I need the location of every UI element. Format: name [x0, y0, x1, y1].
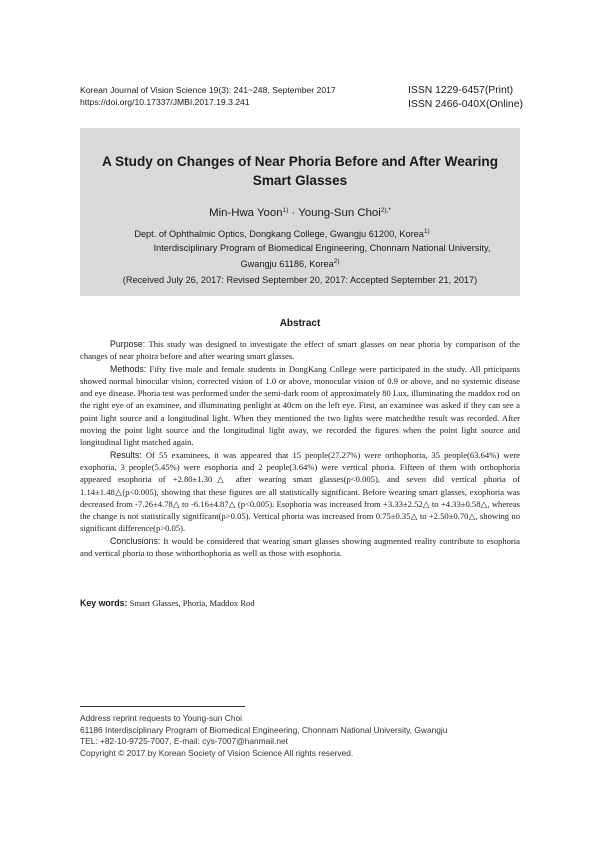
- paper-title: [80, 152, 520, 190]
- affiliation-2-city: Gwangju 61186, Korea$^{2)}$: [240, 258, 340, 270]
- doi-link[interactable]: https://doi.org/10.17337/JMBI.2017.19.3.241: [80, 97, 250, 107]
- footnote-line: 61186 Interdisciplinary Program of Biomedical Engineering, Chonnam National University, Gwangju: [80, 724, 448, 735]
- issn-block: [408, 84, 523, 112]
- affiliations: [80, 225, 520, 272]
- footnote-line: Address reprint requests to Young-sun Choi: [80, 713, 243, 723]
- paper-title-line-2: Smart Glasses: [252, 173, 348, 188]
- abstract-body: [80, 338, 520, 559]
- received-dates: (Received July 26, 2017: Revised September 20, 2017: Accepted September 21, 2017): [122, 275, 478, 285]
- copyright-notice: Copyright © 2017 by Korean Society of Vision Science All rights reserved.: [80, 747, 354, 758]
- author-affiliation-marker: 1): [282, 207, 289, 214]
- author-name: Young-Sun Choi: [298, 207, 381, 219]
- affiliation-1: Dept. of Ophthalmic Optics, Dongkang College, Gwangju 61200, Korea$^{1)}$: [134, 228, 430, 239]
- issn-print: ISSN 1229-6457(Print): [408, 85, 514, 96]
- affiliation-2: Interdisciplinary Program of Biomedical Engineering, Chonnam National University,: [153, 242, 491, 253]
- methods-label: Methods:: [110, 363, 147, 374]
- paper-title-line-1: A Study on Changes of Near Phoria Before and After Wearing: [101, 154, 499, 169]
- purpose-label: Purpose:: [110, 339, 146, 349]
- abstract-heading: Abstract: [279, 318, 321, 329]
- results-label: Results:: [110, 449, 142, 460]
- journal-header: [80, 84, 336, 108]
- footnote-divider: [80, 706, 245, 707]
- conclusions-label: Conclusions:: [110, 535, 161, 546]
- author-affiliation-marker: 2),*: [380, 207, 391, 214]
- abstract-methods: Methods: Fifty five male and female students in DongKang College were participated in the study. All prticipants showed normal binocular vision, corrected vision of 1.0 or above, monocular vision of 0.9 or above, and no systemic disease and eye disease. Phoria test was performed under the semi-dark room of approximately 80 Lux, illuminating the maddox rod on the right eye of an examinee, and illuminating penlight at 40cm on the left eye. First, an examinee was asked if they can see a point light source and a longitudinal light. When they mentioned the two lights were matchedthe result was recorded. After moving the point light source and the longitudinal light away, we recorded the figures when the point light source and longitudinal light matched again.: [80, 363, 520, 448]
- title-box: [80, 128, 520, 296]
- abstract-purpose: Purpose: This study was designed to investigate the effect of smart glasses on near phoria by comparison of the changes of near phoira before and after wearing smart glasses.: [80, 339, 520, 362]
- abstract-conclusions: Conclusions: It would be considered that wearing smart glasses showing augmented reality contribute to esophoria and vertical phoria to those withorthophoria as well as those with esophoria.: [80, 535, 520, 559]
- author-name: Min-Hwa Yoon: [209, 207, 283, 219]
- issn-online: ISSN 2466-040X(Online): [408, 99, 523, 110]
- footnote-contact: TEL: +82-10-9725-7007, E-mail: cys-7007@hanmail.net: [80, 736, 288, 747]
- journal-citation: Korean Journal of Vision Science 19(3): 241~248, September 2017: [80, 85, 336, 95]
- keywords: [80, 598, 255, 608]
- author-separator: ·: [288, 207, 299, 219]
- keywords-label: Key words:: [80, 598, 128, 608]
- abstract-results: Results: Of 55 examinees, it was appeared that 15 people(27.27%) were orthophoria, 35 people(63.64%) were exophoria, 3 people(5.45%) were esophoria and 2 people(3.64%) were vertical phoria. Fifteen of them with orthophoria appeared esophoria of +2.80±1.30△ after wearing smart glasses(p<0.005), and seven did vertical phoria of 1.14±1.48△(p<0.005), showing that these figures are all statistically significant. Before wearing smart glasses, exophoria was decreased from -7.26±4.78△ to -6.16±4.87△ (p<0.005). Esophoria was increased from +3.33±2.52△ to +4.33±0.58△, whereas the change is not statistically significant(p>0.05). Vertical phoria was increased from 0.75±0.35△ to +2.50±0.70△, showing no significant difference(p>0.05).: [80, 449, 520, 534]
- keywords-list: Smart Glasses, Phoria, Maddox Rod: [127, 598, 255, 608]
- author-list: [80, 204, 520, 220]
- correspondence-footnote: [80, 713, 447, 759]
